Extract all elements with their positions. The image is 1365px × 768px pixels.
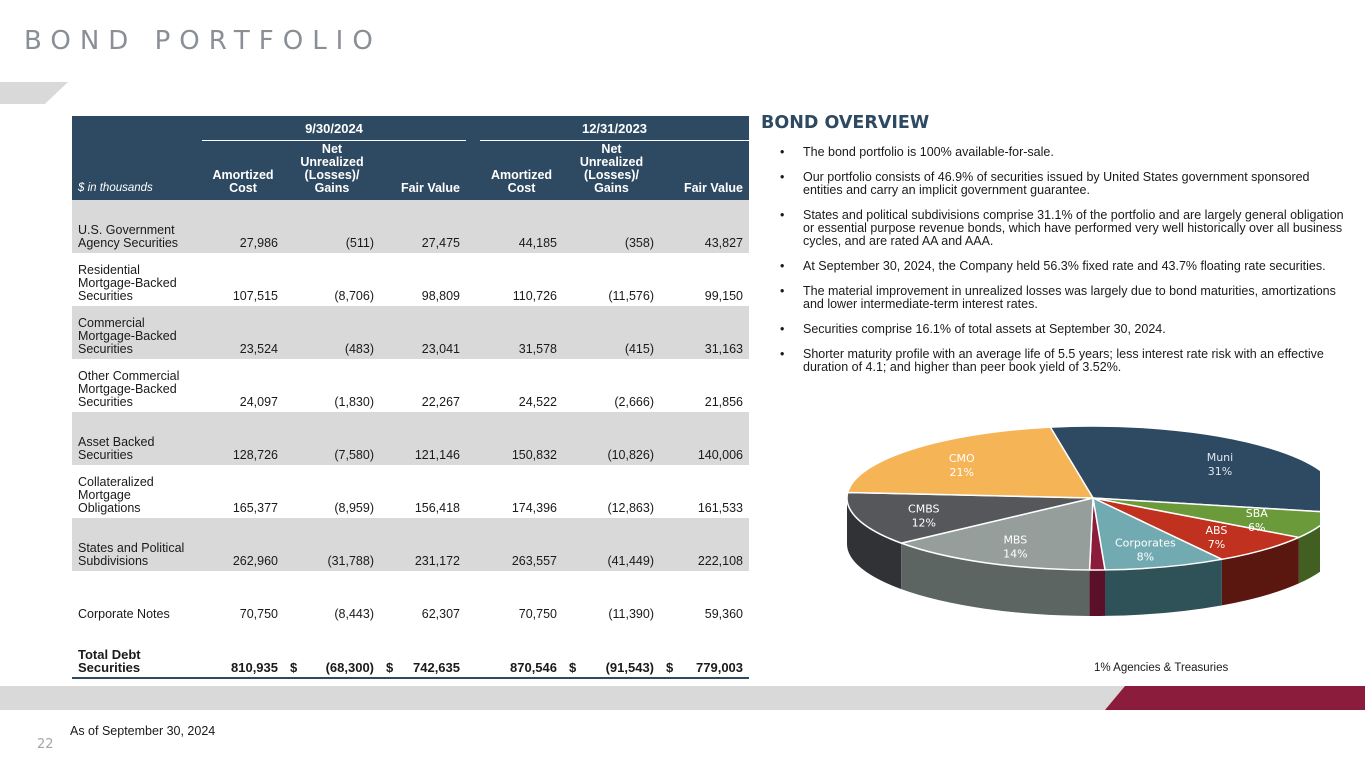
overview-bullet <box>780 171 1345 197</box>
table-cell: 31,578 <box>480 306 563 359</box>
table-cell: 21,856 <box>704 395 744 409</box>
total-cell <box>380 624 466 678</box>
unit-label: $ in thousands <box>72 141 202 201</box>
total-row <box>72 624 749 678</box>
table-cell: 44,185 <box>480 200 563 253</box>
table-cell: 43,827 <box>660 200 749 253</box>
overview-bullet-text: Our portfolio consists of 46.9% of securities issued by United States government sponsored entities and carry an implicit government guarantee. <box>803 170 1310 197</box>
currency-symbol: $ <box>569 660 577 675</box>
overview-bullet-text: The bond portfolio is 100% available-for-sale. <box>803 145 1054 159</box>
table-cell: 31,163 <box>660 306 749 359</box>
table-cell: (11,390) <box>608 607 654 621</box>
table-row <box>72 518 749 571</box>
table-cell: 70,750 <box>239 607 278 621</box>
total-value: 779,003 <box>696 660 744 675</box>
table-cell: (2,666) <box>614 395 654 409</box>
table-cell: (8,706) <box>334 289 374 303</box>
overview-heading: BOND OVERVIEW <box>761 113 930 133</box>
table-cell: (7,580) <box>284 412 380 465</box>
footer-accent-band <box>1105 686 1365 710</box>
column-header-unrealized: Net Unrealized (Losses)/ Gains <box>563 141 660 201</box>
pie-slice-label: Corporates <box>1115 536 1176 550</box>
column-header-amortized-cost: Amortized Cost <box>480 141 563 201</box>
bullet-symbol: • <box>780 259 785 273</box>
table-cell: 98,809 <box>421 289 460 303</box>
table-cell: (483) <box>284 306 380 359</box>
pie-slice-value: 8% <box>1136 550 1155 564</box>
table-row <box>72 200 749 253</box>
table-cell: 165,377 <box>232 501 278 515</box>
bullet-symbol: • <box>780 322 785 336</box>
spacer-cell <box>466 624 480 678</box>
pie-slice-value: 21% <box>949 466 975 480</box>
table-cell: 150,832 <box>480 412 563 465</box>
table-cell: 24,097 <box>239 395 278 409</box>
table-cell: 161,533 <box>697 501 744 515</box>
pie-slice-label: Muni <box>1206 450 1234 464</box>
table-cell: (358) <box>563 200 660 253</box>
table-cell: (31,788) <box>284 518 380 571</box>
table-cell: (41,449) <box>563 518 660 571</box>
overview-bullet <box>780 209 1345 248</box>
bullet-symbol: • <box>780 208 785 222</box>
page-number: 22 <box>37 737 54 752</box>
pie-slice-label: CMBS <box>908 502 940 516</box>
table-cell: 140,006 <box>660 412 749 465</box>
table-cell: 27,475 <box>380 200 466 253</box>
spacer-cell <box>466 465 480 518</box>
spacer-cell <box>466 518 480 571</box>
decorative-tab <box>0 82 68 104</box>
row-label: Corporate Notes <box>78 607 170 621</box>
spacer-cell <box>466 306 480 359</box>
period-header-row <box>72 116 749 141</box>
overview-list <box>780 146 1345 386</box>
period-label-prior: 12/31/2023 <box>480 116 749 141</box>
table-cell: 222,108 <box>660 518 749 571</box>
table-cell: (11,576) <box>608 289 654 303</box>
table-cell: 174,396 <box>511 501 557 515</box>
table-row <box>72 253 749 306</box>
column-header-fair-value: Fair Value <box>660 141 749 201</box>
total-value: (91,543) <box>605 660 654 675</box>
table-cell: 59,360 <box>704 607 744 621</box>
spacer-cell <box>466 571 480 624</box>
currency-symbol: $ <box>290 660 298 675</box>
table-cell: (10,826) <box>563 412 660 465</box>
total-cell <box>284 624 380 678</box>
table-cell: 128,726 <box>202 412 284 465</box>
overview-bullet <box>780 323 1345 336</box>
bullet-symbol: • <box>780 284 785 298</box>
overview-bullet <box>780 348 1345 374</box>
total-value: 810,935 <box>231 660 278 675</box>
bond-portfolio-table <box>72 116 749 679</box>
table-cell: (8,443) <box>334 607 374 621</box>
overview-bullet-text: The material improvement in unrealized losses was largely due to bond maturities, amortizations and lower intermediate-term interest rates. <box>803 284 1336 311</box>
column-header-fair-value: Fair Value <box>380 141 466 201</box>
bullet-symbol: • <box>780 347 785 361</box>
pie-slice-side <box>1090 570 1105 616</box>
overview-bullet-text: States and political subdivisions comprise 31.1% of the portfolio and are largely general obligation or essential purpose revenue bonds, which have performed very well historically over all business cycles, and are rated AA and AAA. <box>803 208 1344 248</box>
overview-bullet-text: At September 30, 2024, the Company held 56.3% fixed rate and 43.7% floating rate securities. <box>803 259 1326 273</box>
row-label: U.S. Government Agency Securities <box>72 200 202 253</box>
period-label-current: 9/30/2024 <box>202 116 466 141</box>
row-label: Asset Backed Securities <box>72 412 202 465</box>
table-cell: 262,960 <box>202 518 284 571</box>
table-row <box>72 412 749 465</box>
table-cell: 107,515 <box>232 289 278 303</box>
total-cell <box>660 624 749 678</box>
pie-slice-value: 31% <box>1207 464 1233 478</box>
pie-outside-label: 1% Agencies & Treasuries <box>1094 662 1229 674</box>
bullet-symbol: • <box>780 145 785 159</box>
table-cell: (511) <box>284 200 380 253</box>
table-row <box>72 465 749 518</box>
table-cell: (415) <box>563 306 660 359</box>
row-label: Collateralized Mortgage Obligations <box>78 475 154 515</box>
table-cell: 22,267 <box>421 395 460 409</box>
table-cell: 99,150 <box>704 289 744 303</box>
total-value: (68,300) <box>325 660 374 675</box>
table-cell: 156,418 <box>414 501 460 515</box>
pie-slice-label: SBA <box>1245 506 1268 520</box>
pie-slice-value: 12% <box>911 516 937 530</box>
pie-slice-label: MBS <box>1003 533 1028 547</box>
column-header-unrealized: Net Unrealized (Losses)/ Gains <box>284 141 380 201</box>
table-cell: 70,750 <box>518 607 557 621</box>
footer-note: As of September 30, 2024 <box>70 724 216 738</box>
table-cell: 23,524 <box>202 306 284 359</box>
table-cell: 62,307 <box>421 607 460 621</box>
row-label: Residential Mortgage-Backed Securities <box>78 263 177 303</box>
page-title: BOND PORTFOLIO <box>24 26 382 56</box>
pie-slice-label: ABS <box>1205 524 1228 538</box>
overview-bullet <box>780 285 1345 311</box>
pie-slice-value: 7% <box>1207 538 1226 552</box>
table-cell: (1,830) <box>334 395 374 409</box>
spacer-cell <box>466 359 480 412</box>
footer-band <box>0 686 1150 710</box>
table-cell: 121,146 <box>380 412 466 465</box>
table-row <box>72 571 749 624</box>
row-label: States and Political Subdivisions <box>72 518 202 571</box>
spacer-cell <box>466 412 480 465</box>
table-row <box>72 359 749 412</box>
total-value: 870,546 <box>510 660 557 675</box>
pie-slice-value: 6% <box>1248 520 1266 534</box>
column-header-row <box>72 141 749 201</box>
row-label: Commercial Mortgage-Backed Securities <box>72 306 202 359</box>
overview-bullet-text: Securities comprise 16.1% of total assets at September 30, 2024. <box>803 322 1166 336</box>
row-label: Other Commercial Mortgage-Backed Securities <box>78 369 180 409</box>
table-cell: 231,172 <box>380 518 466 571</box>
bullet-symbol: • <box>780 170 785 184</box>
table-cell: 23,041 <box>380 306 466 359</box>
total-cell <box>563 624 660 678</box>
total-cell <box>480 624 563 678</box>
pie-slice-value: 14% <box>1003 547 1028 561</box>
spacer-cell <box>466 253 480 306</box>
total-label: Total Debt Securities <box>72 624 202 678</box>
overview-bullet-text: Shorter maturity profile with an average life of 5.5 years; less interest rate risk with an effective duration of 4.1; and higher than peer book yield of 3.52%. <box>803 347 1324 374</box>
table-cell: 27,986 <box>202 200 284 253</box>
table-cell: (12,863) <box>607 501 654 515</box>
table-cell: 110,726 <box>512 289 557 303</box>
pie-slice-label: CMO <box>948 452 975 466</box>
currency-symbol: $ <box>386 660 394 675</box>
portfolio-pie-chart <box>840 410 1320 670</box>
overview-bullet <box>780 146 1345 159</box>
overview-bullet <box>780 260 1345 273</box>
spacer-cell <box>466 200 480 253</box>
total-value: 742,635 <box>413 660 460 675</box>
currency-symbol: $ <box>666 660 674 675</box>
table-cell: 24,522 <box>518 395 557 409</box>
column-header-amortized-cost: Amortized Cost <box>202 141 284 201</box>
table-cell: 263,557 <box>480 518 563 571</box>
table-row <box>72 306 749 359</box>
table-cell: (8,959) <box>334 501 374 515</box>
total-cell <box>202 624 284 678</box>
